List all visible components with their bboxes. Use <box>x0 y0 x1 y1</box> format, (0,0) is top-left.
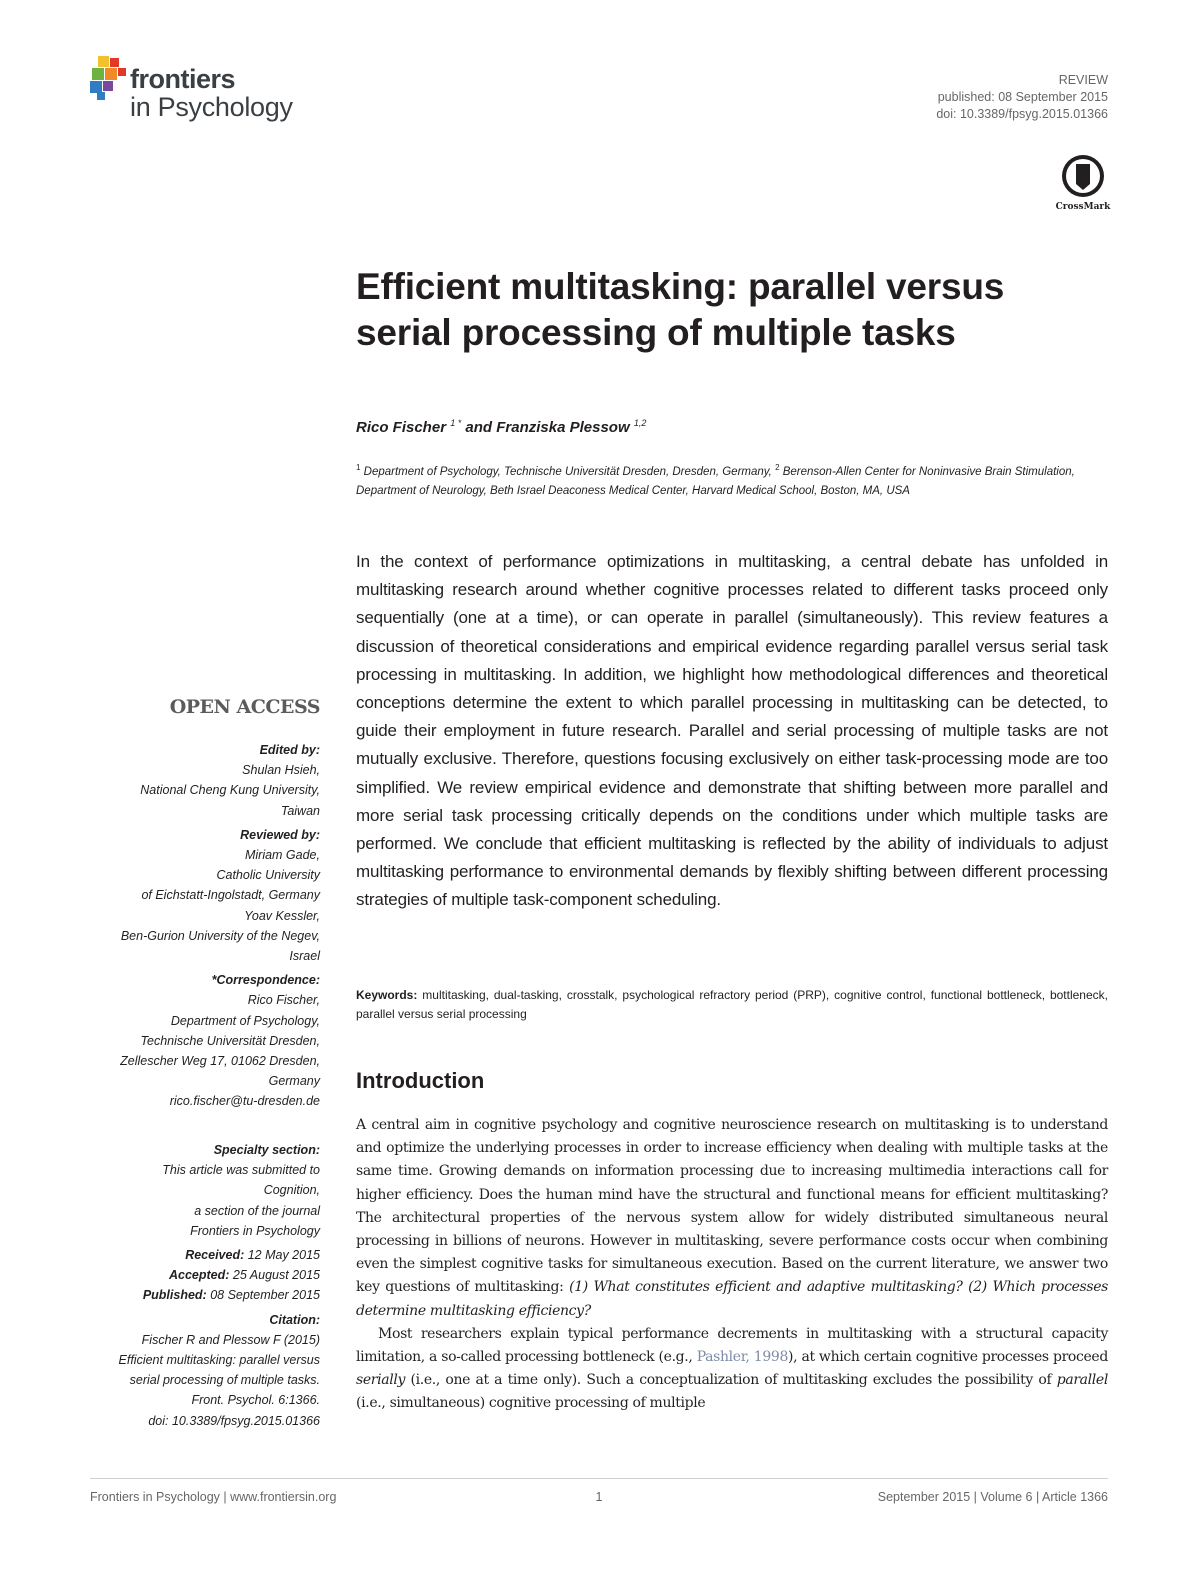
author-affiliation-marker: 1,2 <box>633 418 647 428</box>
correspondence-line: Rico Fischer, <box>247 993 320 1008</box>
brand-journal: in Psychology <box>130 92 293 122</box>
frontiers-logo-icon <box>88 54 130 102</box>
author-name[interactable]: Rico Fischer <box>356 419 447 436</box>
paragraph-text: (i.e., simultaneous) cognitive processing of multiple <box>356 1395 706 1412</box>
reviewed-by-label: Reviewed by: <box>240 827 320 842</box>
citation-line: Front. Psychol. 6:1366. <box>191 1393 320 1408</box>
editorial-info <box>90 740 320 1116</box>
citation-line: Fischer R and Plessow F (2015) <box>141 1332 320 1347</box>
article-title: Efficient multitasking: parallel versus serial processing of multiple tasks <box>356 266 1005 353</box>
brand-name: frontiers <box>130 64 236 94</box>
article-doi: doi: 10.3389/fpsyg.2015.01366 <box>936 107 1108 121</box>
accepted-label: Accepted: <box>168 1268 230 1283</box>
correspondence-email[interactable]: rico.fischer@tu-dresden.de <box>169 1094 320 1109</box>
received-label: Received: <box>185 1248 245 1263</box>
edited-by-block <box>90 740 320 821</box>
crossmark-label: CrossMark <box>1055 202 1111 212</box>
citation-line: Efficient multitasking: parallel versus <box>118 1353 320 1368</box>
paragraph-text: A central aim in cognitive psychology and cognitive neuroscience research on multitasking is to understand and optimize the underlying processes in order to increase efficiency when dealing with multiple tasks at the same time. Growing demands on information processing due to increasing multimedia interactions call for higher efficiency. Does the human mind have the structural and functional means for efficient multitasking? The architectural properties of the nervous system allow for widely distributed simultaneous neural processing in billions of neurons. However in multitasking, severe performance costs occur when combining even the simplest cognitive tasks for simultaneous execution. Based on the current literature, we answer two key questions of multitasking: <box>356 1117 1108 1296</box>
publication-info <box>90 1140 320 1435</box>
specialty-label: Specialty section: <box>213 1143 320 1157</box>
accepted-date <box>90 1265 320 1285</box>
open-access-label: OPEN ACCESS <box>169 696 320 718</box>
affiliations <box>356 458 1096 501</box>
edited-by-label: Edited by: <box>259 743 320 757</box>
published-label: Published: <box>142 1288 207 1303</box>
reviewer-line: Miriam Gade, <box>244 848 320 863</box>
published-date: published: 08 September 2015 <box>937 90 1108 104</box>
page-number: 1 <box>595 1490 603 1504</box>
paragraph-text: Most researchers explain typical performance decrements in multitasking with a structural capacity limitation, a so-called processing bottleneck (e.g., <box>356 1325 1108 1366</box>
editor-line: National Cheng Kung University, <box>140 783 320 798</box>
editor-line: Shulan Hsieh, <box>242 763 320 778</box>
author-name[interactable]: Franziska Plessow <box>496 419 630 436</box>
citation-block <box>90 1310 320 1431</box>
correspondence-block <box>90 970 320 1111</box>
citation-line: doi: 10.3389/fpsyg.2015.01366 <box>148 1413 320 1428</box>
article-type: REVIEW <box>1058 73 1108 87</box>
received-date <box>90 1245 320 1265</box>
footer-issue: September 2015 | Volume 6 | Article 1366 <box>877 1490 1108 1504</box>
reviewer-line: Catholic University <box>216 868 320 883</box>
correspondence-line: Germany <box>268 1074 320 1089</box>
journal-logo <box>88 52 318 132</box>
citation-line: serial processing of multiple tasks. <box>129 1373 320 1388</box>
author-conjunction: and <box>465 419 497 436</box>
specialty-line: Cognition, <box>263 1183 320 1198</box>
specialty-block <box>90 1140 320 1241</box>
keywords-label: Keywords: <box>356 988 418 1002</box>
reviewer-line: Yoav Kessler, <box>244 908 320 923</box>
specialty-line: Frontiers in Psychology <box>190 1223 320 1238</box>
abstract: In the context of performance optimizations in multitasking, a central debate has unfolded in multitasking research around whether cognitive processes related to different tasks proceed only sequentially (one at a time), or can operate in parallel (simultaneously). This review features a discussion of theoretical considerations and empirical evidence regarding parallel versus serial task processing in multitasking. In addition, we highlight how methodological differences and theoretical conceptions determine the extent to which parallel processing in multitasking can be detected, to guide their employment in future research. Parallel and serial processing of multiple tasks are not mutually exclusive. Therefore, questions focusing exclusively on either task-processing mode are too simplified. We review empirical evidence and demonstrate that shifting between more parallel and more serial task processing critically depends on the conditions under which multiple tasks are performed. We conclude that efficient multitasking is reflected by the ability of individuals to adjust multitasking performance to environmental demands by flexibly shifting between different processing strategies of multiple task-component scheduling. <box>356 552 1108 910</box>
paragraph-text: (i.e., one at a time only). Such a conceptualization of multitasking excludes the possibility of <box>405 1372 1057 1389</box>
affiliation-marker: 2 <box>775 463 780 472</box>
affiliation-text: Department of Psychology, Technische Universität Dresden, Dresden, Germany, <box>360 465 776 478</box>
reviewer-line: Ben-Gurion University of the Negev, <box>120 928 320 943</box>
emphasis: parallel <box>1056 1372 1108 1389</box>
author-list <box>356 418 646 436</box>
reviewer-line: of Eichstatt-Ingolstadt, Germany <box>141 888 320 903</box>
received-value: 12 May 2015 <box>244 1248 320 1263</box>
editor-line: Taiwan <box>280 803 320 818</box>
author-affiliation-marker: 1 * <box>450 418 462 428</box>
affiliation-text: Berenson-Allen Center for Noninvasive Brain Stimulation, Department of Neurology, Beth Israel Deaconess Medical Center, Harvard Medical School, Boston, MA, USA <box>356 465 1075 497</box>
paragraph <box>356 1114 1108 1323</box>
dates-block <box>90 1245 320 1306</box>
section-heading: Introduction <box>356 1068 485 1093</box>
emphasis: serially <box>356 1372 406 1389</box>
crossmark-icon <box>1052 154 1114 202</box>
accepted-value: 25 August 2015 <box>229 1268 320 1283</box>
paragraph-text: ), at which certain cognitive processes proceed <box>788 1349 1108 1366</box>
footer-divider <box>90 1478 1108 1479</box>
correspondence-line: Zellescher Weg 17, 01062 Dresden, <box>120 1054 320 1069</box>
footer-journal[interactable]: Frontiers in Psychology | www.frontiersin.org <box>90 1490 337 1504</box>
introduction-body <box>356 1114 1108 1416</box>
research-questions: (1) What constitutes efficient and adaptive multitasking? (2) Which processes determine multitasking efficiency? <box>356 1279 1108 1319</box>
specialty-line: a section of the journal <box>194 1203 320 1218</box>
specialty-line: This article was submitted to <box>162 1163 320 1178</box>
correspondence-line: Department of Psychology, <box>170 1013 320 1028</box>
reviewer-line: Israel <box>289 949 320 964</box>
keywords <box>356 986 1108 1024</box>
crossmark-badge[interactable] <box>1052 154 1114 216</box>
keywords-list: multitasking, dual-tasking, crosstalk, psychological refractory period (PRP), cognitive control, functional bottleneck, bottleneck, parallel versus serial processing <box>356 988 1108 1021</box>
affiliation-marker: 1 <box>356 463 361 472</box>
correspondence-label: *Correspondence: <box>211 973 320 988</box>
reviewed-by-block <box>90 825 320 966</box>
correspondence-line: Technische Universität Dresden, <box>140 1033 320 1048</box>
citation-link[interactable]: Pashler, 1998 <box>696 1349 789 1366</box>
published-value: 08 September 2015 <box>206 1288 320 1303</box>
citation-label: Citation: <box>269 1312 320 1327</box>
paragraph <box>356 1323 1108 1416</box>
published-date-side <box>90 1285 320 1305</box>
article-meta <box>936 72 1108 123</box>
